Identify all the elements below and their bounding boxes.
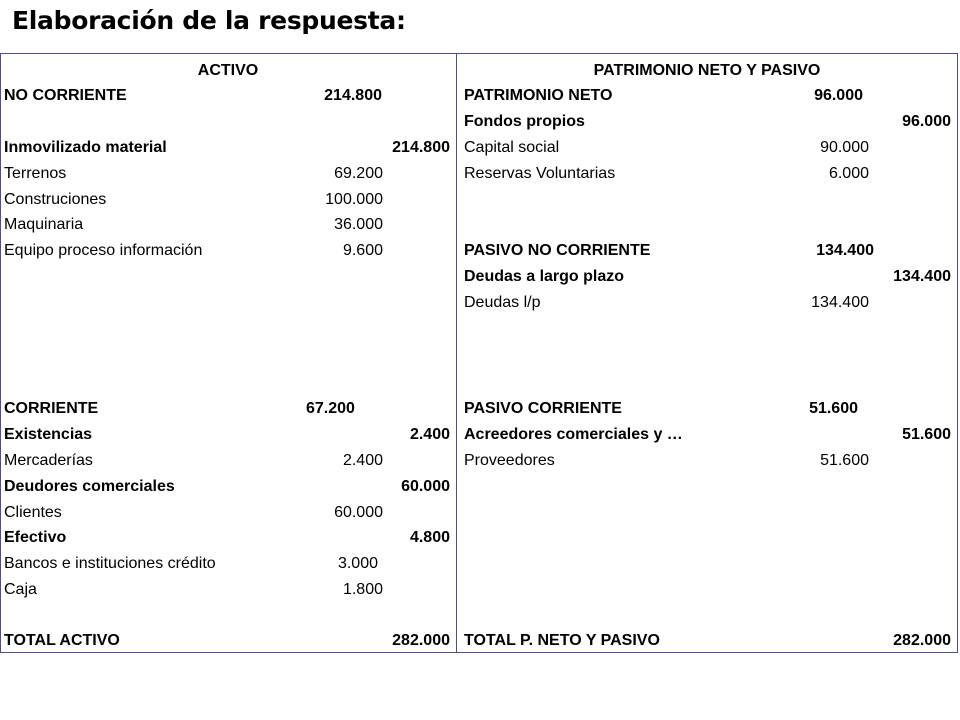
clientes-label: Clientes <box>4 504 62 521</box>
caja-value: 1.800 <box>342 581 383 598</box>
clientes-value: 60.000 <box>334 504 383 521</box>
total-pasivo-value: 282.000 <box>893 632 951 649</box>
no-corriente-value: 214.800 <box>324 87 382 104</box>
total-activo-value: 282.000 <box>392 632 450 649</box>
table-right-border <box>957 53 958 653</box>
table-column-divider <box>456 53 457 653</box>
deudas-lp-value: 134.400 <box>893 268 951 285</box>
fondos-propios-label: Fondos propios <box>464 113 585 130</box>
maquinaria-label: Maquinaria <box>4 216 84 233</box>
inmovilizado-value: 214.800 <box>392 139 450 156</box>
corriente-value: 67.200 <box>306 400 355 417</box>
deudores-label: Deudores comerciales <box>4 478 175 495</box>
proveedores-value: 51.600 <box>820 452 869 469</box>
mercaderias-value: 2.400 <box>342 452 383 469</box>
pasivo-no-corriente-value: 134.400 <box>816 242 874 259</box>
equipo-label: Equipo proceso información <box>4 242 203 259</box>
maquinaria-value: 36.000 <box>334 216 383 233</box>
total-activo-label: TOTAL ACTIVO <box>4 632 120 649</box>
mercaderias-label: Mercaderías <box>4 452 93 469</box>
capital-value: 90.000 <box>820 139 869 156</box>
corriente-label: CORRIENTE <box>4 400 99 417</box>
no-corriente-label: NO CORRIENTE <box>4 87 127 104</box>
existencias-value: 2.400 <box>409 426 450 443</box>
total-pasivo-label: TOTAL P. NETO Y PASIVO <box>464 632 660 649</box>
proveedores-label: Proveedores <box>464 452 555 469</box>
inmovilizado-label: Inmovilizado material <box>4 139 167 156</box>
efectivo-value: 4.800 <box>409 529 450 546</box>
patrimonio-neto-label: PATRIMONIO NETO <box>464 87 613 104</box>
terrenos-label: Terrenos <box>4 165 67 182</box>
construcciones-label: Construciones <box>4 191 107 208</box>
existencias-label: Existencias <box>4 426 93 443</box>
capital-label: Capital social <box>464 139 560 156</box>
deudas-lp-item-value: 134.400 <box>811 294 869 311</box>
bancos-value: 3.000 <box>337 555 378 572</box>
caja-label: Caja <box>4 581 37 598</box>
efectivo-label: Efectivo <box>4 529 67 546</box>
deudas-lp-label: Deudas a largo plazo <box>464 268 625 285</box>
bancos-label: Bancos e instituciones crédito <box>4 555 216 572</box>
page-title: Elaboración de la respuesta: <box>12 6 406 35</box>
pasivo-corriente-label: PASIVO CORRIENTE <box>464 400 622 417</box>
pasivo-header: PATRIMONIO NETO Y PASIVO <box>593 62 821 79</box>
activo-header: ACTIVO <box>197 62 259 79</box>
patrimonio-neto-value: 96.000 <box>814 87 863 104</box>
equipo-value: 9.600 <box>342 242 383 259</box>
reservas-label: Reservas Voluntarias <box>464 165 616 182</box>
construcciones-value: 100.000 <box>325 191 383 208</box>
deudores-value: 60.000 <box>401 478 450 495</box>
pasivo-corriente-value: 51.600 <box>809 400 858 417</box>
acreedores-label: Acreedores comerciales y … <box>464 426 683 443</box>
reservas-value: 6.000 <box>828 165 869 182</box>
fondos-propios-value: 96.000 <box>902 113 951 130</box>
table-left-border <box>0 53 1 653</box>
acreedores-value: 51.600 <box>902 426 951 443</box>
terrenos-value: 69.200 <box>334 165 383 182</box>
deudas-lp-item-label: Deudas l/p <box>464 294 541 311</box>
pasivo-no-corriente-label: PASIVO NO CORRIENTE <box>464 242 651 259</box>
